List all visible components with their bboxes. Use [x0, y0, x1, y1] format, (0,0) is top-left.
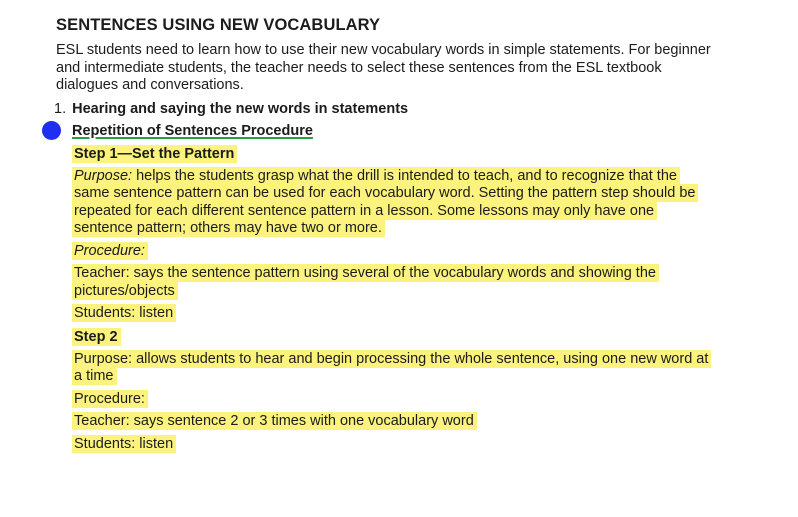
step2-purpose — [72, 351, 712, 386]
document-page — [56, 14, 756, 458]
procedure-section — [72, 122, 756, 454]
step1-teacher — [72, 265, 712, 300]
list-number: 1. — [54, 100, 67, 117]
list-item-hearing-saying — [54, 100, 754, 118]
step1-procedure — [72, 243, 712, 261]
step1-students — [72, 305, 712, 323]
step2-title — [72, 328, 756, 346]
step2-students-text: Students: listen — [72, 435, 176, 453]
procedure-title — [72, 122, 756, 140]
step2-purpose-text: Purpose: allows students to hear and begin processing the whole sentence, using one new word at a time — [72, 350, 711, 386]
step1-purpose-text: helps the students grasp what the drill is intended to teach, and to recognize that the same sentence pattern can be used for each vocabulary word. Setting the pattern step should be repeated for each different sentence pattern in a lesson. Some lessons may only have one sentence pattern; others may have two or more. — [74, 167, 696, 236]
list-item-text: Hearing and saying the new words in statements — [72, 100, 409, 117]
intro-paragraph: ESL students need to learn how to use their new vocabulary words in simple statements. For beginner and intermediate students, the teacher needs to select these sentences from the ESL textbook dialogues and conversations. — [56, 42, 711, 93]
section-heading: SENTENCES USING NEW VOCABULARY — [56, 16, 381, 34]
step1-title — [72, 145, 756, 163]
step1-purpose-label: Purpose: — [74, 167, 133, 184]
step1-students-text: Students: listen — [72, 304, 176, 322]
procedure-title-text: Repetition of Sentences Procedure — [72, 122, 313, 139]
step1-purpose — [72, 168, 712, 238]
step1-teacher-text: Teacher: says the sentence pattern using several of the vocabulary words and showing the pictures/objects — [72, 264, 659, 300]
step2-procedure-label: Procedure: — [72, 390, 148, 408]
step1-procedure-label: Procedure: — [72, 242, 148, 260]
annotation-dot-icon — [42, 121, 61, 140]
step2-procedure — [72, 391, 712, 409]
step2-teacher-text: Teacher: says sentence 2 or 3 times with one vocabulary word — [72, 412, 477, 430]
step2-title-text: Step 2 — [72, 328, 121, 346]
step1-title-text: Step 1—Set the Pattern — [72, 145, 237, 163]
step2-teacher — [72, 413, 712, 431]
step2-students — [72, 436, 712, 454]
